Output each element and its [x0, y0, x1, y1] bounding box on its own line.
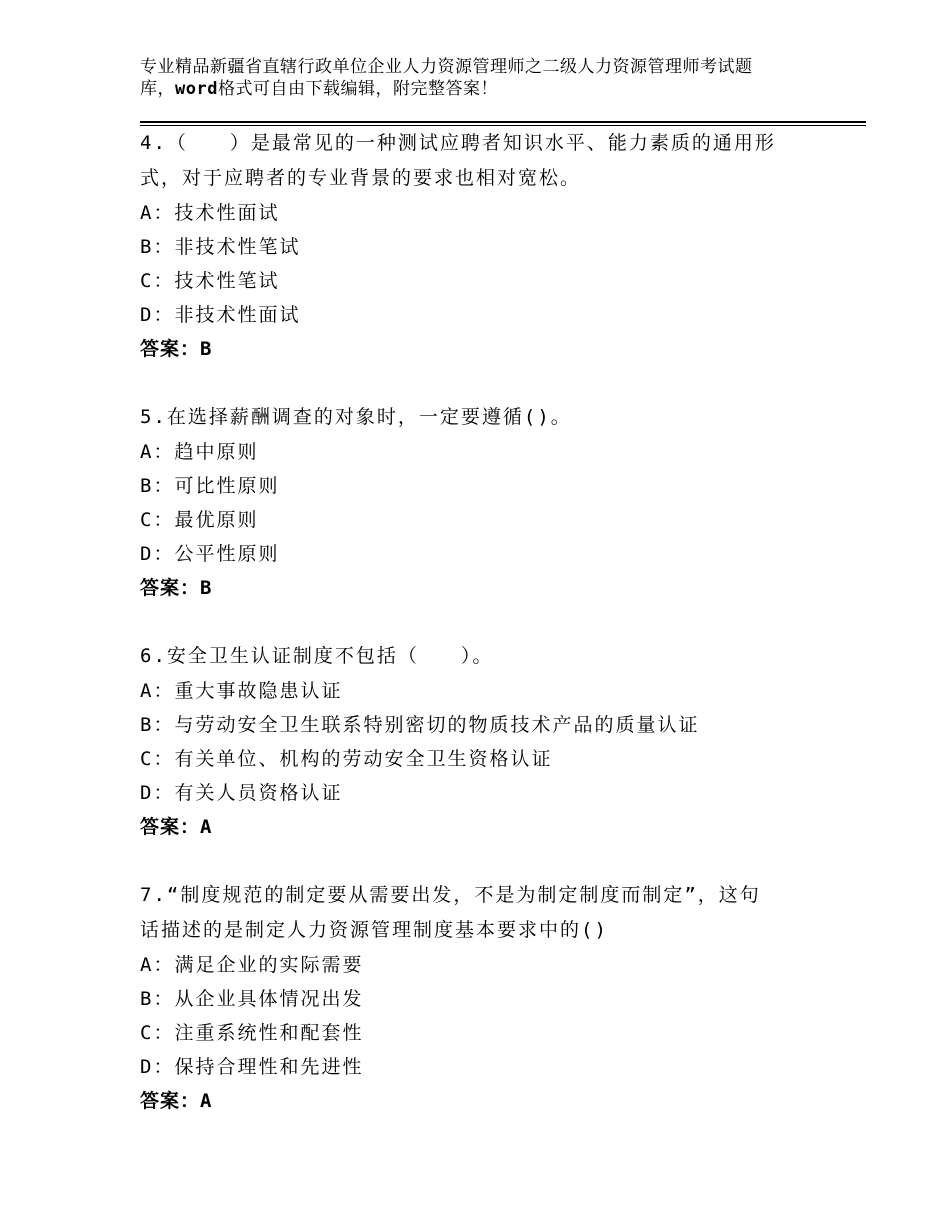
answer: 答案：A: [140, 1090, 213, 1112]
question-7: [140, 878, 840, 1118]
option-b: B：从企业具体情况出发: [140, 988, 364, 1010]
question-stem-line: 7.“制度规范的制定要从需要出发，不是为制定制度而制定”，这句: [140, 884, 761, 906]
option-a: A：重大事故隐患认证: [140, 680, 343, 702]
question-6: [140, 639, 840, 844]
option-d: D：保持合理性和先进性: [140, 1056, 364, 1078]
question-stem-line: 4.（ ）是最常见的一种测试应聘者知识水平、能力素质的通用形: [140, 132, 776, 154]
question-stem-line: 话描述的是制定人力资源管理制度基本要求中的(): [140, 919, 608, 941]
option-b: B：非技术性笔试: [140, 236, 301, 258]
question-5: [140, 400, 840, 605]
option-d: D：非技术性面试: [140, 304, 301, 326]
header-line-2-suffix: 格式可自由下载编辑，附完整答案！: [217, 79, 498, 99]
header-line-1: 专业精品新疆省直辖行政单位企业人力资源管理师之二级人力资源管理师考试题: [140, 57, 753, 77]
question-stem-line: 6.安全卫生认证制度不包括（ ）。: [140, 645, 494, 667]
option-c: C：注重系统性和配套性: [140, 1022, 364, 1044]
answer: 答案：B: [140, 338, 213, 360]
header-line-2: [140, 78, 840, 100]
option-a: A：技术性面试: [140, 202, 280, 224]
option-a: A：趋中原则: [140, 441, 259, 463]
option-c: C：有关单位、机构的劳动安全卫生资格认证: [140, 748, 553, 770]
option-d: D：有关人员资格认证: [140, 782, 343, 804]
question-4: [140, 126, 840, 366]
question-stem-line: 式，对于应聘者的专业背景的要求也相对宽松。: [140, 167, 582, 189]
answer: 答案：A: [140, 816, 213, 838]
option-c: C：技术性笔试: [140, 270, 280, 292]
option-c: C：最优原则: [140, 509, 259, 531]
document-header: [140, 56, 840, 100]
question-stem-line: 5.在选择薪酬调查的对象时，一定要遵循()。: [140, 406, 572, 428]
header-line-2-prefix: 库，: [140, 79, 175, 99]
answer: 答案：B: [140, 577, 213, 599]
option-b: B：与劳动安全卫生联系特别密切的物质技术产品的质量认证: [140, 714, 700, 736]
header-word-format: word: [175, 79, 218, 99]
option-a: A：满足企业的实际需要: [140, 954, 364, 976]
option-d: D：公平性原则: [140, 543, 280, 565]
option-b: B：可比性原则: [140, 475, 280, 497]
question-list: [140, 126, 840, 1152]
